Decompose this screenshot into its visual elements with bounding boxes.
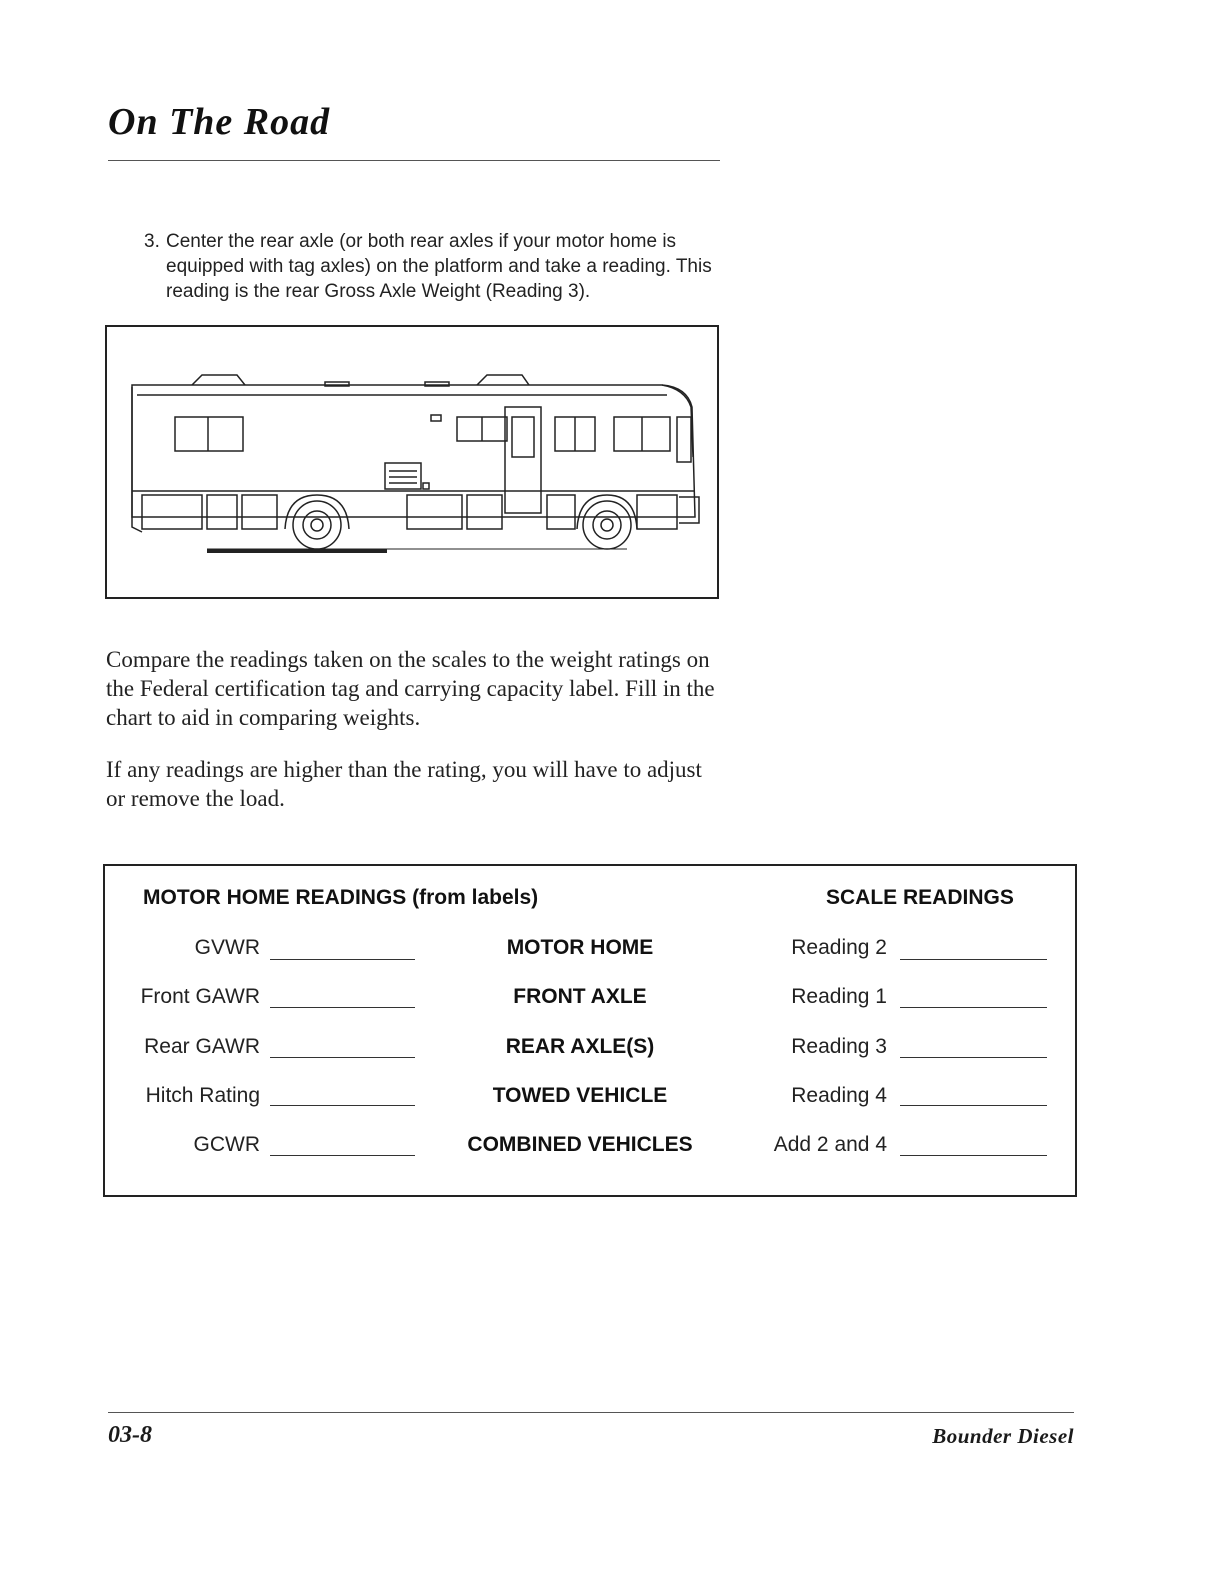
scale-label: Reading 1 <box>791 985 887 1008</box>
category-label: FRONT AXLE <box>513 985 647 1008</box>
instruction-step <box>144 229 734 304</box>
motor-home-illustration <box>105 325 719 599</box>
book-title: Bounder Diesel <box>932 1424 1074 1448</box>
motor-home-drawing <box>107 327 721 601</box>
rating-label: Front GAWR <box>140 985 260 1008</box>
step-text: Center the rear axle (or both rear axles if your motor home is equipped with tag axles) on the platform and take a reading. This reading is the rear Gross Axle Weight (Reading 3). <box>166 231 712 302</box>
right-column-header: SCALE READINGS <box>826 886 1014 909</box>
fill-in-line <box>270 1007 415 1008</box>
fill-in-line <box>270 959 415 960</box>
rating-label: Rear GAWR <box>144 1035 260 1058</box>
rating-label: GCWR <box>193 1133 260 1156</box>
scale-label: Reading 3 <box>791 1035 887 1058</box>
scale-label: Add 2 and 4 <box>773 1133 887 1156</box>
fill-in-line <box>270 1105 415 1106</box>
header-divider <box>108 160 720 161</box>
category-label: MOTOR HOME <box>506 936 654 959</box>
scale-label: Reading 4 <box>791 1084 887 1107</box>
rating-label: GVWR <box>194 936 260 959</box>
category-label: REAR AXLE(S) <box>505 1035 655 1058</box>
body-paragraph: Compare the readings taken on the scales to the weight ratings on the Federal certification tag and carrying capacity label. Fill in the chart to aid in comparing weights. <box>106 647 715 730</box>
fill-in-line <box>900 1105 1047 1106</box>
fill-in-line <box>900 1155 1047 1156</box>
fill-in-line <box>270 1155 415 1156</box>
rating-label: Hitch Rating <box>145 1084 260 1107</box>
scale-platform <box>207 549 387 553</box>
body-paragraph: If any readings are higher than the rating, you will have to adjust or remove the load. <box>106 757 702 811</box>
category-label: TOWED VEHICLE <box>492 1084 668 1107</box>
left-column-header: MOTOR HOME READINGS (from labels) <box>143 886 539 909</box>
footer-divider <box>108 1412 1074 1413</box>
fill-in-line <box>900 1057 1047 1058</box>
page-title: On The Road <box>108 101 331 143</box>
fill-in-line <box>900 1007 1047 1008</box>
page-number: 03-8 <box>108 1422 152 1448</box>
scale-label: Reading 2 <box>791 936 887 959</box>
step-number: 3. <box>144 231 160 252</box>
category-label: COMBINED VEHICLES <box>467 1133 693 1156</box>
fill-in-line <box>270 1057 415 1058</box>
fill-in-line <box>900 959 1047 960</box>
